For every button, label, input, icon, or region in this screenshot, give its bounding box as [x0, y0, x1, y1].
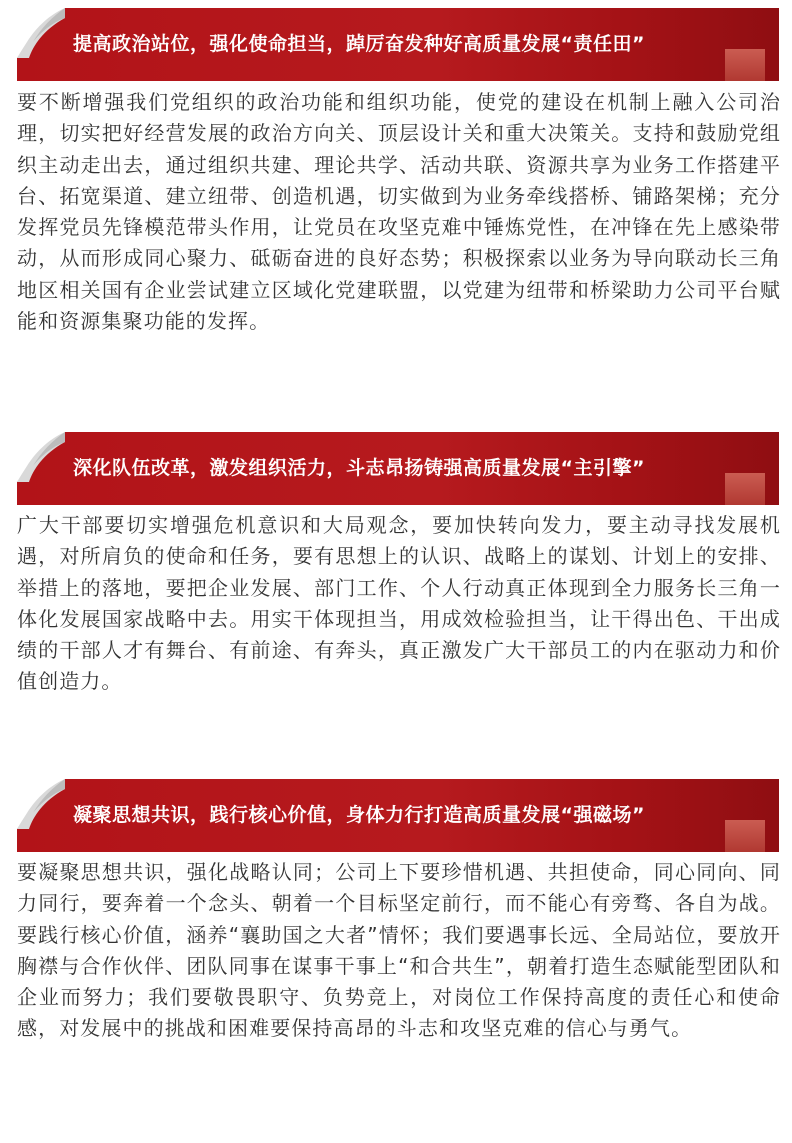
section-body: 广大干部要切实增强危机意识和大局观念，要加快转向发力，要主动寻找发展机遇，对所肩负的使命和任务，要有思想上的认识、战略上的谋划、计划上的安排、举措上的落地，要把企业发展、部门工作、个人行动真正体现到全力服务长三角一体化发展国家战略中去。用实干体现担当，用成效检验担当，让干得出色、干出成绩的干部人才有舞台、有前途、有奔头，真正激发广大干部员工的内在驱动力和价值创造力。 — [17, 513, 781, 694]
section-heading: 凝聚思想共识，践行核心价值，身体力行打造高质量发展“强磁场” — [73, 804, 645, 826]
decorative-square — [725, 473, 765, 505]
page-curl-icon — [17, 432, 65, 482]
section-heading: 提高政治站位，强化使命担当，踔厉奋发种好高质量发展“责任田” — [73, 33, 645, 55]
decorative-square — [725, 820, 765, 852]
section-body: 要不断增强我们党组织的政治功能和组织功能，使党的建设在机制上融入公司治理，切实把好经营发展的政治方向关、顶层设计关和重大决策关。支持和鼓励党组织主动走出去，通过组织共建、理论共学、活动共联、资源共享为业务工作搭建平台、拓宽渠道、建立纽带、创造机遇，切实做到为业务牵线搭桥、铺路架梯；充分发挥党员先锋模范带头作用，让党员在攻坚克难中锤炼党性，在冲锋在先上感染带动，从而形成同心聚力、砥砺奋进的良好态势；积极探索以业务为导向联动长三角地区相关国有企业尝试建立区域化党建联盟，以党建为纽带和桥梁助力公司平台赋能和资源集聚功能的发挥。 — [17, 90, 781, 334]
page-curl-icon — [17, 779, 65, 829]
section-banner — [17, 8, 779, 81]
section-body: 要凝聚思想共识，强化战略认同；公司上下要珍惜机遇、共担使命，同心同向、同力同行，要奔着一个念头、朝着一个目标坚定前行，而不能心有旁骛、各自为战。要践行核心价值，涵养“襄助国之大者”情怀；我们要遇事长远、全局站位，要放开胸襟与合作伙伴、团队同事在谋事干事上“和合共生”，朝着打造生态赋能型团队和企业而努力；我们要敬畏职守、负势竞上，对岗位工作保持高度的责任心和使命感，对发展中的挑战和困难要保持高昂的斗志和攻坚克难的信心与勇气。 — [17, 860, 781, 1041]
decorative-square — [725, 49, 765, 81]
section-banner — [17, 779, 779, 852]
section-heading: 深化队伍改革，激发组织活力，斗志昂扬铸强高质量发展“主引擎” — [73, 457, 645, 479]
section-banner — [17, 432, 779, 505]
page-curl-icon — [17, 8, 65, 58]
